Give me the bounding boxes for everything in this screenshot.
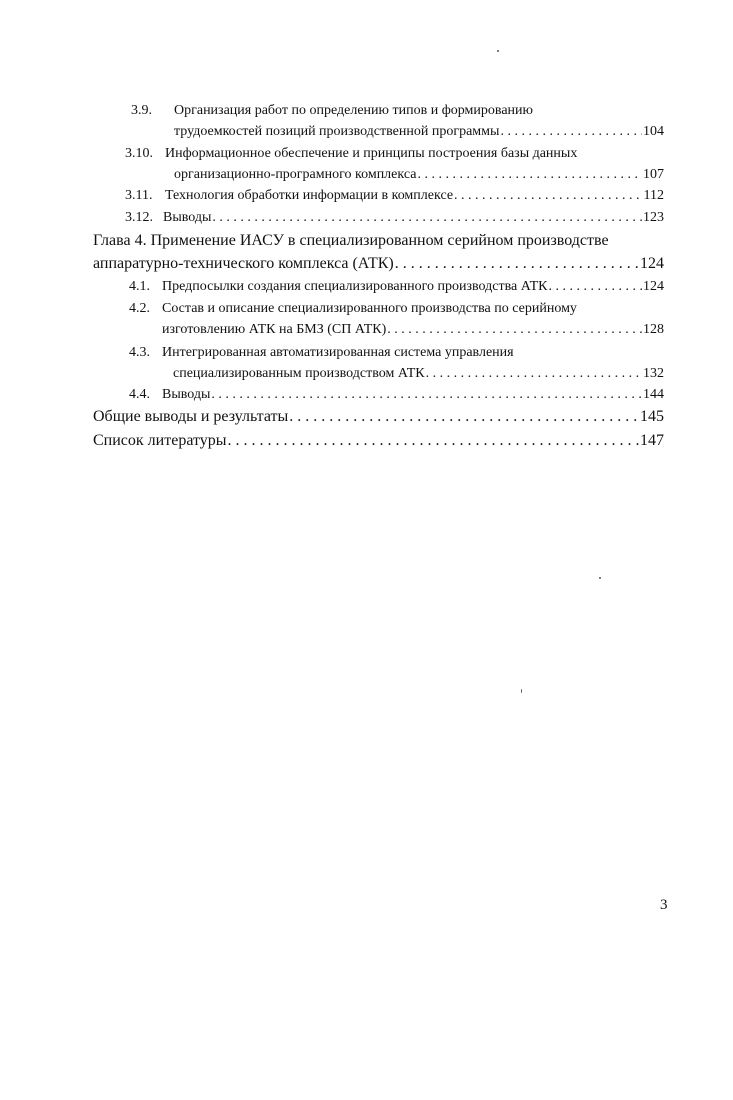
dot-leader	[211, 384, 642, 406]
toc-entry-title: организационно-програмного комплекса	[174, 167, 417, 182]
toc-references	[93, 430, 664, 452]
toc-chapter-4	[93, 230, 668, 252]
toc-entry-number: 4.1.	[129, 279, 150, 294]
toc-entry-3-11	[125, 185, 664, 207]
toc-entry-3-12	[125, 207, 664, 229]
toc-entry-number: 3.10.	[125, 146, 153, 161]
scan-speck	[497, 50, 499, 52]
toc-entry-title: специализированным производством АТК	[173, 366, 425, 381]
toc-entry-title: Интегрированная автоматизированная система управления	[162, 345, 514, 360]
toc-chapter-4-cont	[93, 253, 664, 275]
dot-leader	[417, 164, 642, 186]
dot-leader	[289, 406, 639, 428]
toc-entry-4-2	[129, 298, 649, 320]
toc-entry-4-3	[129, 342, 649, 364]
toc-entry-3-10-cont	[174, 164, 664, 186]
scan-speck	[599, 577, 601, 579]
toc-page-number: 124	[640, 255, 664, 272]
toc-entry-number: 4.3.	[129, 345, 150, 360]
dot-leader	[500, 121, 642, 143]
dot-leader	[549, 276, 642, 298]
toc-entry-4-2-cont	[162, 319, 664, 341]
toc-entry-title: Список литературы	[93, 432, 227, 449]
toc-entry-number: 4.2.	[129, 301, 150, 316]
toc-entry-title: Состав и описание специализированного производства по серийному	[162, 301, 577, 316]
toc-page-number: 144	[643, 387, 664, 402]
toc-entry-title: Информационное обеспечение и принципы построения базы данных	[165, 146, 578, 161]
toc-entry-number: 3.9.	[131, 103, 152, 118]
toc-general-conclusions	[93, 406, 664, 428]
toc-page-number: 145	[640, 408, 664, 425]
toc-entry-title: Общие выводы и результаты	[93, 408, 289, 425]
toc-page-number: 147	[640, 432, 664, 449]
toc-entry-3-10	[125, 143, 645, 165]
toc-entry-title: изготовлению АТК на БМЗ (СП АТК)	[162, 322, 387, 337]
toc-entry-number: 3.11.	[125, 188, 153, 203]
toc-entry-number: 4.4.	[129, 387, 150, 402]
toc-entry-title: Глава 4. Применение ИАСУ в специализированном серийном производстве	[93, 232, 609, 249]
toc-page-number: 104	[643, 124, 664, 139]
toc-entry-title: аппаратурно-технического комплекса (АТК)	[93, 255, 394, 272]
dot-leader	[387, 319, 642, 341]
toc-entry-title: Выводы	[163, 210, 212, 225]
dot-leader	[426, 363, 642, 385]
toc-page-number: 128	[643, 322, 664, 337]
toc-entry-4-4	[129, 384, 664, 406]
dot-leader	[228, 430, 639, 452]
toc-entry-4-1	[129, 276, 664, 298]
toc-entry-4-3-cont	[173, 363, 664, 385]
toc-entry-title: трудоемкостей позиций производственной программы	[174, 124, 500, 139]
toc-page-number: 112	[643, 188, 664, 203]
toc-page-number: 107	[643, 167, 664, 182]
toc-entry-number: 3.12.	[125, 210, 153, 225]
dot-leader	[212, 207, 642, 229]
toc-entry-title: Выводы	[162, 387, 211, 402]
dot-leader	[454, 185, 642, 207]
scan-speck	[521, 689, 522, 693]
toc-entry-3-9-cont	[174, 121, 664, 143]
toc-entry-title: Предпосылки создания специализированного производства АТК	[162, 279, 548, 294]
toc-page-number: 123	[643, 210, 664, 225]
page-number: 3	[660, 897, 668, 913]
toc-entry-title: Организация работ по определению типов и формированию	[174, 103, 533, 118]
toc-entry-3-9	[131, 100, 641, 122]
dot-leader	[395, 253, 639, 275]
toc-entry-title: Технология обработки информации в комплексе	[165, 188, 454, 203]
toc-page-number: 124	[643, 279, 664, 294]
toc-page-number: 132	[643, 366, 664, 381]
